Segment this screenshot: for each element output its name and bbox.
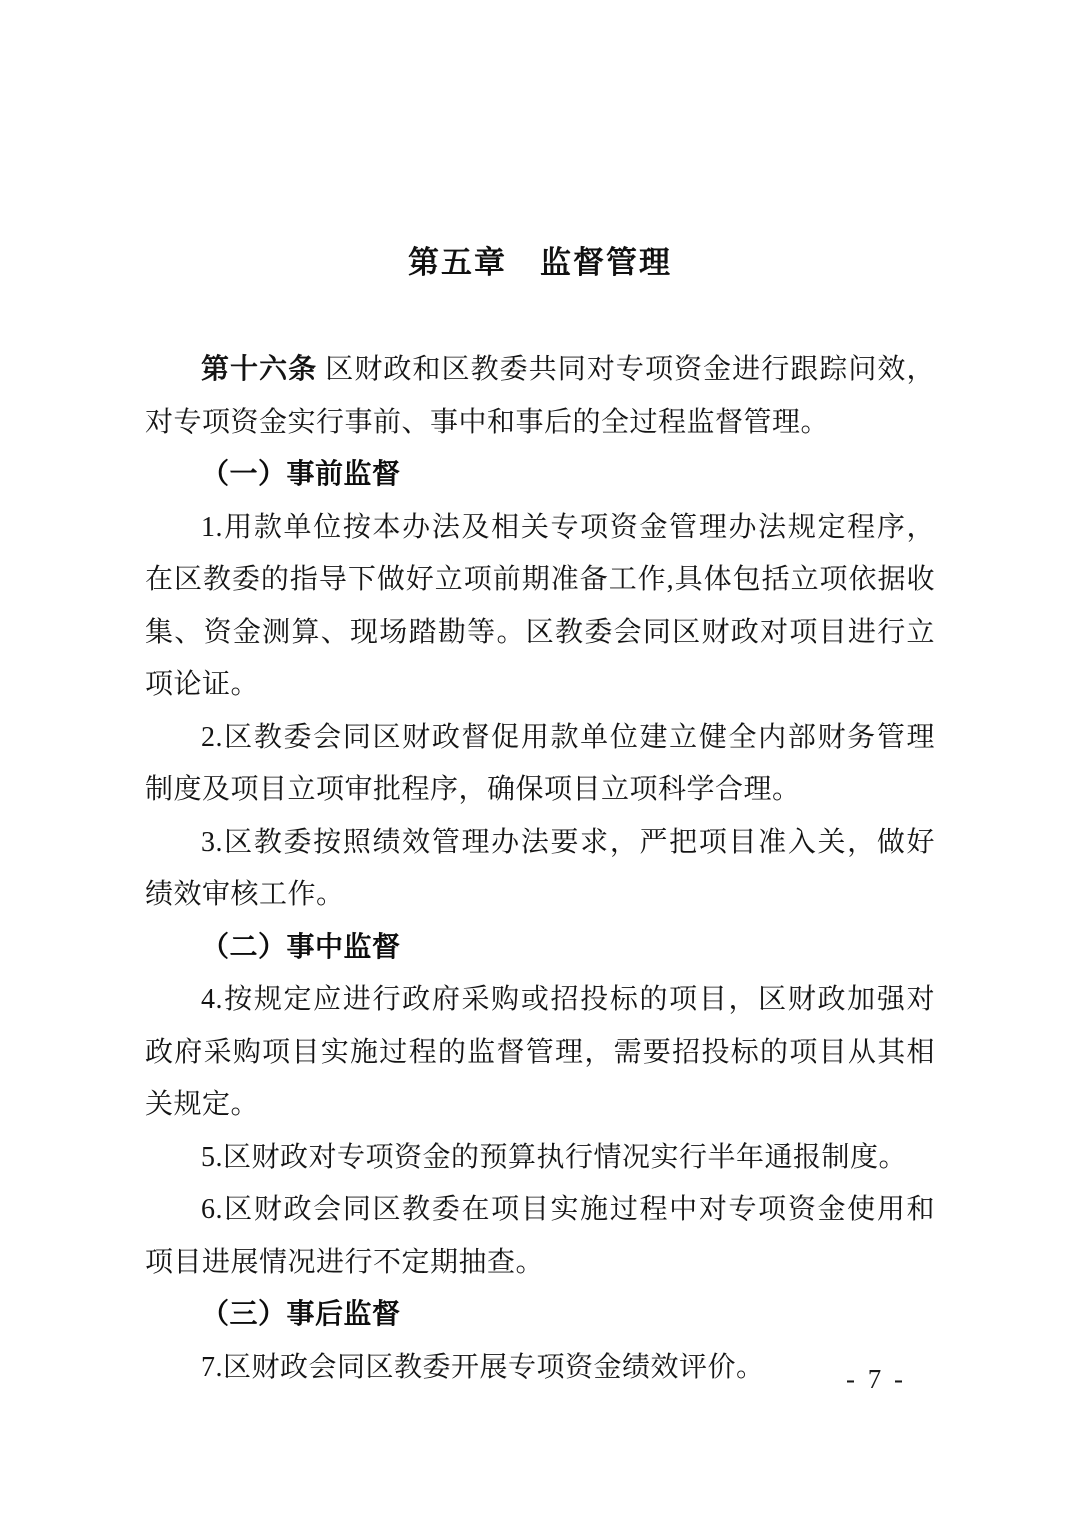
- page-number: - 7 -: [846, 1364, 906, 1394]
- document-body: [145, 344, 935, 1394]
- article-number: 第十六条: [201, 354, 318, 385]
- body-paragraph: 3.区教委按照绩效管理办法要求，严把项目准入关，做好绩效审核工作。: [145, 826, 935, 910]
- body-paragraph: 4.按规定应进行政府采购或招投标的项目，区财政加强对政府采购项目实施过程的监督管理，需要招投标的项目从其相关规定。: [145, 984, 935, 1120]
- body-paragraph: 5.区财政对专项资金的预算执行情况实行半年通报制度。: [201, 1141, 908, 1173]
- section-subheading: （一）事前监督: [201, 459, 401, 490]
- body-paragraph: 6.区财政会同区教委在项目实施过程中对专项资金使用和项目进展情况进行不定期抽查。: [145, 1194, 935, 1278]
- section-subheading: （二）事中监督: [201, 931, 401, 963]
- chapter-title: 第五章 监督管理: [408, 245, 672, 280]
- body-paragraph: 7.区财政会同区教委开展专项资金绩效评价。: [201, 1351, 765, 1383]
- section-subheading: （三）事后监督: [201, 1299, 401, 1330]
- body-paragraph: 2.区教委会同区财政督促用款单位建立健全内部财务管理制度及项目立项审批程序，确保项目立项科学合理。: [145, 721, 935, 805]
- body-paragraph: 1.用款单位按本办法及相关专项资金管理办法规定程序，在区教委的指导下做好立项前期准备工作,具体包括立项依据收集、资金测算、现场踏勘等。区教委会同区财政对项目进行立项论证。: [145, 511, 935, 700]
- body-paragraph: 第十六条 区财政和区教委共同对专项资金进行跟踪问效，对专项资金实行事前、事中和事后的全过程监督管理。: [145, 354, 935, 438]
